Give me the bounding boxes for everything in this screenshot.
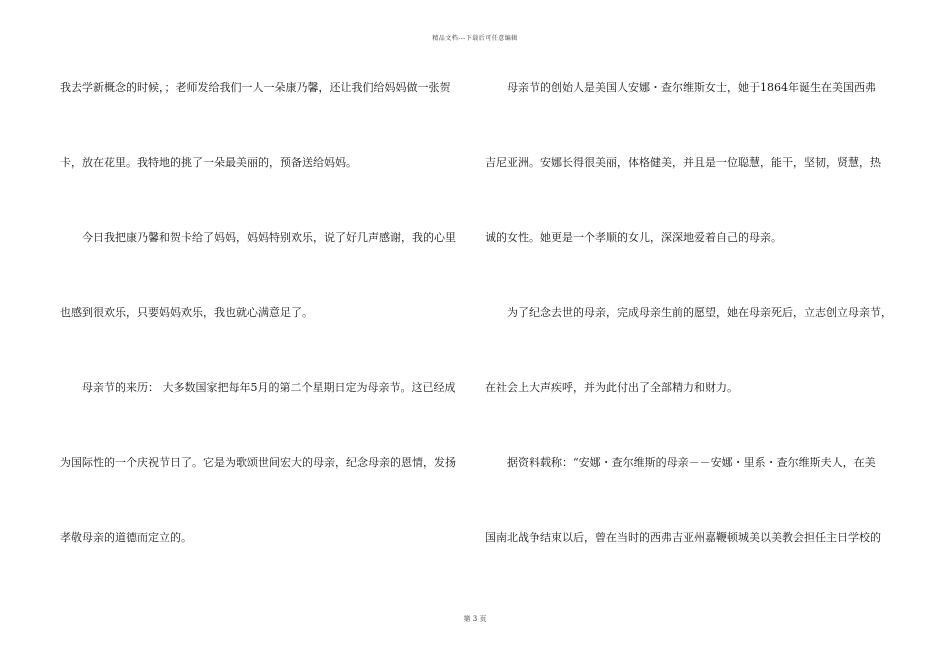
paragraph-line: 为了纪念去世的母亲，完成母亲生前的愿望，她在母亲死后，立志创立母亲节， [507, 306, 892, 319]
paragraph-line: 在社会上大声疾呼，并为此付出了全部精力和财力。 [485, 381, 738, 394]
page-footer: 第 3 页 [463, 615, 487, 623]
paragraph-line: 母亲节的来历： 大多数国家把每年5月的第二个星期日定为母亲节。这已经成 [82, 381, 456, 394]
paragraph-line: 孝敬母亲的道德而定立的。 [60, 531, 192, 544]
paragraph-line: 国南北战争结束以后，曾在当时的西弗吉亚州嘉鞭顿城美以美教会担任主日学校的 [485, 531, 881, 544]
paragraph-line: 吉尼亚洲。安娜长得很美丽，体格健美，并且是一位聪慧，能干，坚韧，贤慧，热 [485, 156, 881, 169]
paragraph-line: 卡，放在花里。我特地的挑了一朵最美丽的，预备送给妈妈。 [60, 156, 357, 169]
paragraph-line: 我去学新概念的时候，；老师发给我们一人一朵康乃馨，还让我们给妈妈做一张贺 [60, 81, 451, 94]
paragraph-line: 据资料载称：“安娜・查尔维斯的母亲－－安娜・里系・查尔维斯夫人，在美 [507, 456, 876, 469]
paragraph-line: 也感到很欢乐，只要妈妈欢乐，我也就心满意足了。 [60, 306, 313, 319]
paragraph-line: 诚的女性。她更是一个孝顺的女儿，深深地爱着自己的母亲。 [485, 231, 782, 244]
paragraph-line: 为国际性的一个庆祝节日了。它是为歌颂世间宏大的母亲，纪念母亲的恩情，发扬 [60, 456, 456, 469]
paragraph-line: 今日我把康乃馨和贺卡给了妈妈，妈妈特别欢乐，说了好几声感谢，我的心里 [82, 231, 456, 244]
left-text-column [60, 0, 480, 672]
right-text-column [485, 0, 905, 672]
page-header: 精品文档---下载后可任意编辑 [432, 35, 518, 42]
paragraph-line: 母亲节的创始人是美国人安娜・查尔维斯女士，她于1864年诞生在美国西弗 [507, 81, 876, 94]
